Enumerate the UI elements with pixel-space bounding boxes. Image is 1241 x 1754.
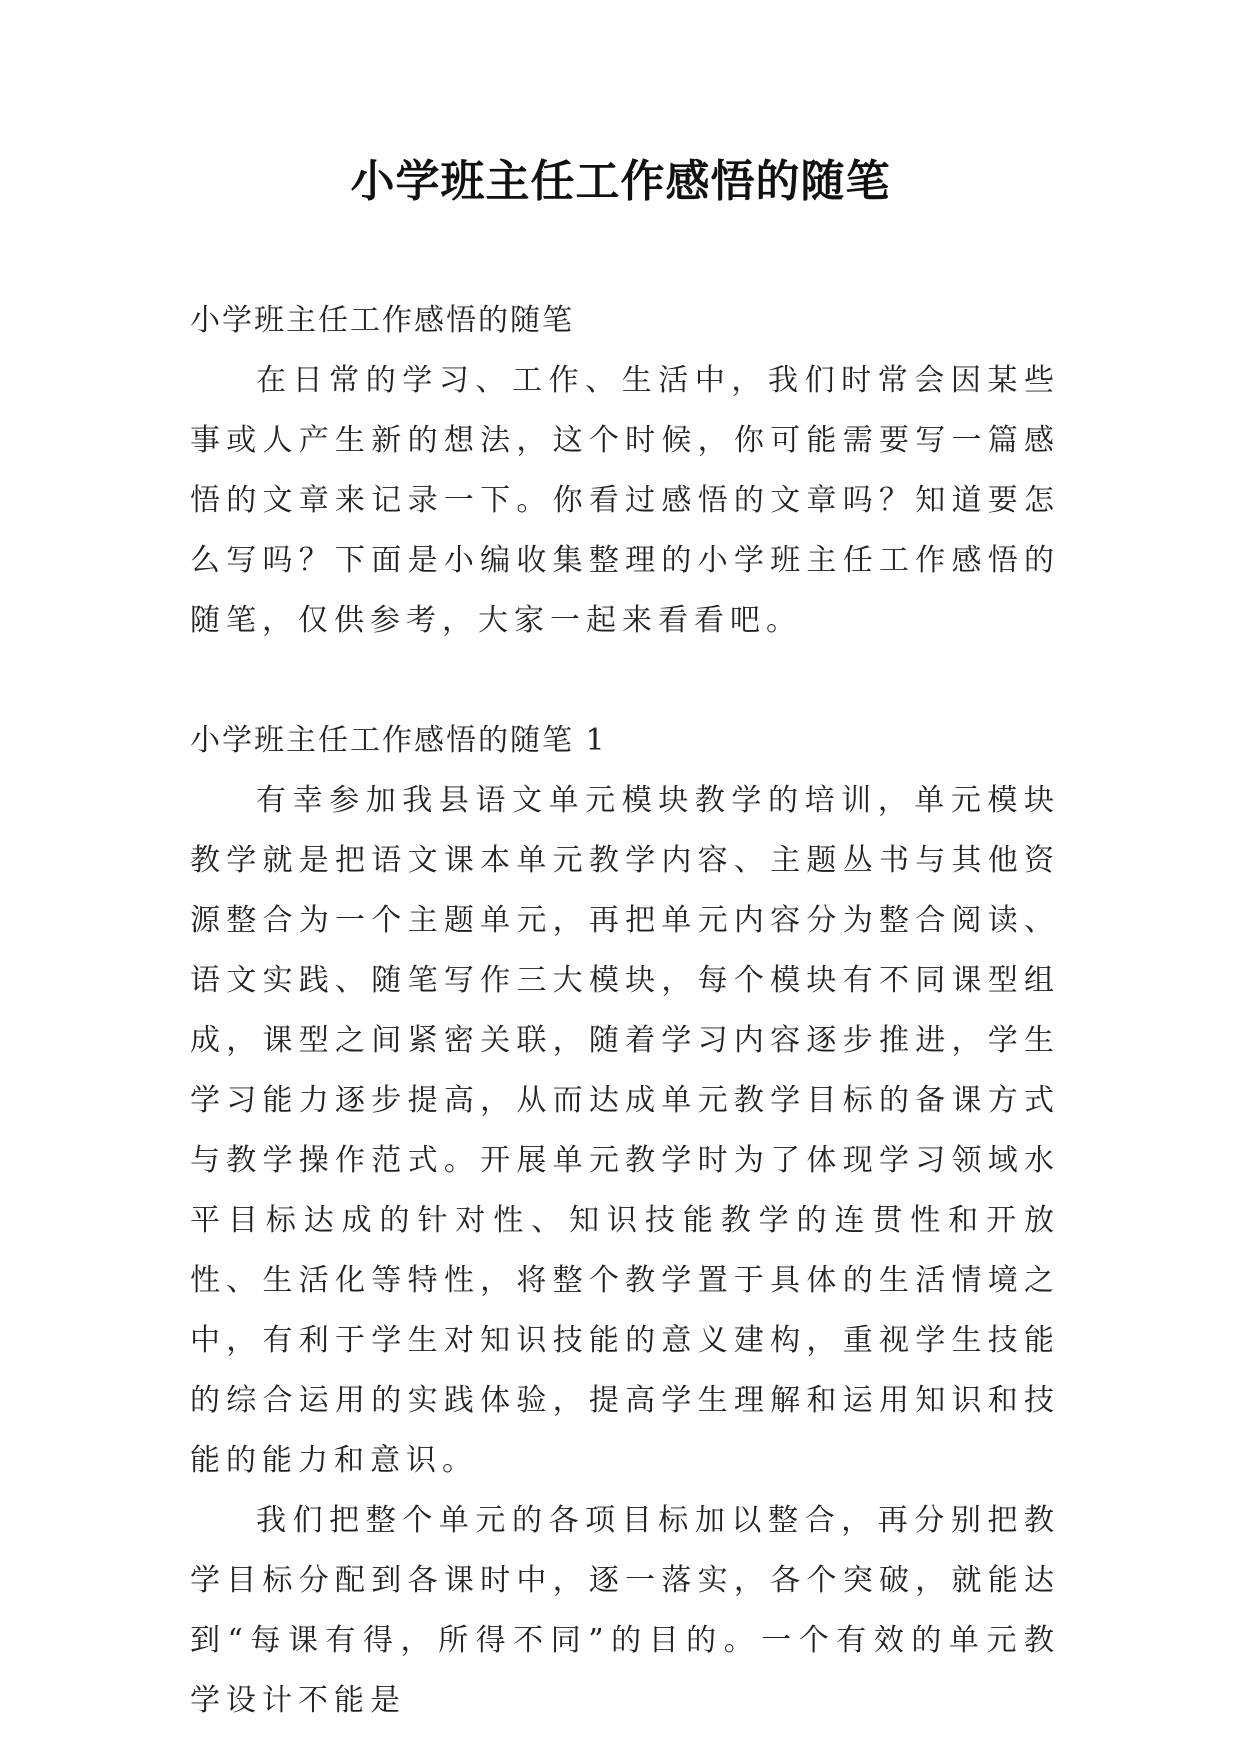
document-title: 小学班主任工作感悟的随笔 (350, 156, 891, 207)
document-body (190, 291, 1060, 1731)
section-paragraph-1: 有幸参加我县语文单元模块教学的培训，单元模块教学就是把语文课本单元教学内容、主题丛书与其他资源整合为一个主题单元，再把单元内容分为整合阅读、语文实践、随笔写作三大模块，每个模块有不同课型组成，课型之间紧密关联，随着学习内容逐步推进，学生学习能力逐步提高，从而达成单元教学目标的备课方式与教学操作范式。开展单元教学时为了体现学习领域水平目标达成的针对性、知识技能教学的连贯性和开放性、生活化等特性，将整个教学置于具体的生活情境之中，有利于学生对知识技能的意义建构，重视学生技能的综合运用的实践体验，提高学生理解和运用知识和技能的能力和意识。 (190, 783, 1060, 1478)
section-heading: 小学班主任工作感悟的随笔 1 (190, 723, 607, 758)
section-paragraph-2: 我们把整个单元的各项目标加以整合，再分别把教学目标分配到各课时中，逐一落实，各个突破，就能达到“每课有得，所得不同”的目的。一个有效的单元教学设计不能是 (190, 1503, 1060, 1718)
document-subtitle: 小学班主任工作感悟的随笔 (190, 303, 574, 338)
intro-paragraph: 在日常的学习、工作、生活中，我们时常会因某些事或人产生新的想法，这个时候，你可能需要写一篇感悟的文章来记录一下。你看过感悟的文章吗？知道要怎么写吗？下面是小编收集整理的小学班主任工作感悟的随笔，仅供参考，大家一起来看看吧。 (190, 363, 1060, 638)
section-spacer (190, 651, 1060, 711)
